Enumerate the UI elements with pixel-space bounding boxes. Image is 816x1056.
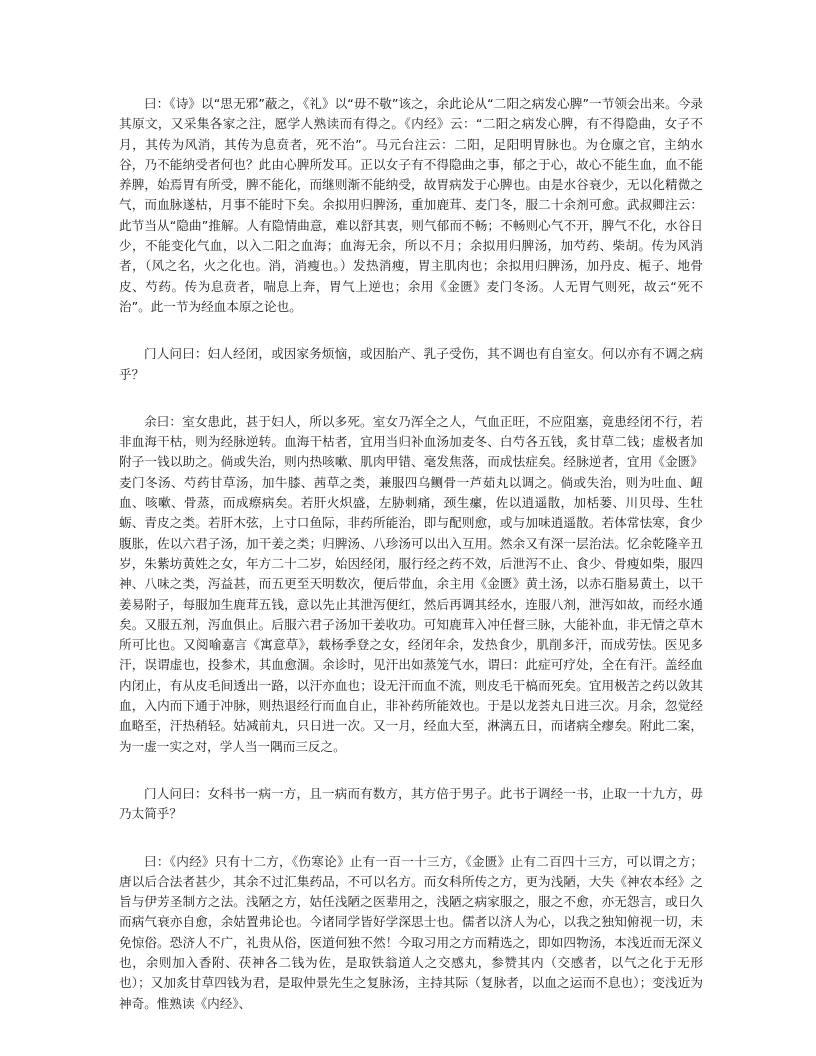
paragraph-5: 曰：《内经》只有十二方，《伤寒论》止有一百一十三方，《金匮》止有二百四十三方，可以谓之方；唐以后合法者甚少，其余不过汇集药品，不可以名方。而女科所传之方，更为浅陋，大失《神农本经》之旨与伊芳圣制方之法。浅陋之方，姑任浅陋之医辈用之，浅陋之病家服之，服之不愈，亦无怨言，或日久而病气衰亦自愈，余姑置弗论也。今诸同学皆好学深思士也。儒者以济人为心，以我之独知俯视一切，未免惊俗。恐济人不广，礼贵从俗，医道何独不然！今取习用之方而精选之，即如四物汤，本浅近而无深义也，余则加入香附、茯神各二钱为佐，是取铁翁道人之交感丸，参赞其内（交感者，以气之化于无形也）；又加炙甘草四钱为君，是取仲景先生之复脉汤，主持其际（复脉者，以血之运而不息也）；变浅近为神奇。惟熟读《内经》、 (119, 853, 703, 1011)
paragraph-1: 曰：《诗》以“思无邪”蔽之，《礼》以“毋不敬”该之，余此论从“二阳之病发心脾”一节领会出来。今录其原文，又采集各家之注，愿学人熟读而有得之。《内经》云：“二阳之病发心脾，有不得隐曲，女子不月，其传为风消，其传为息贲者，死不治”。马元台注云：二阳，足阳明胃脉也。为仓廪之官，主纳水谷，乃不能纳受者何也？此由心脾所发耳。正以女子有不得隐曲之事，郁之于心，故心不能生血，血不能养脾，始焉胃有所受，脾不能化，而继则渐不能纳受，故胃病发于心脾也。由是水谷衰少，无以化精微之气，而血脉遂枯，月事不能时下矣。余拟用归脾汤，重加鹿茸、麦门冬，服二十余剂可愈。武叔卿注云：此节当从“隐曲”推解。人有隐情曲意，难以舒其衷，则气郁而不畅；不畅则心气不开，脾气不化，水谷日少，不能变化气血，以入二阳之血海；血海无余，所以不月；余拟用归脾汤，加芍药、柴胡。传为风消者，（风之名，火之化也。消，消瘦也。）发热消瘦，胃主肌肉也；余拟用归脾汤，加丹皮、栀子、地骨皮、芍药。传为息贲者，喘息上奔，胃气上逆也；余用《金匮》麦门冬汤。人无胃气则死，故云“死不治”。此一节为经血本原之论也。 (119, 96, 703, 314)
document-page (119, 94, 703, 1041)
paragraph-2: 门人问曰：妇人经闭，或因家务烦恼，或因胎产、乳子受伤，其不调也有自室女。何以亦有不调之病乎？ (119, 346, 703, 382)
paragraph-3: 余曰：室女患此，甚于妇人，所以多死。室女乃浑全之人，气血正旺，不应阻塞，竟患经闭不行，若非血海干枯，则为经脉逆转。血海干枯者，宜用当归补血汤加麦冬、白芍各五钱，炙甘草二钱；虚极者加附子一钱以助之。倘或失治，则内热咳嗽、肌肉甲错、毫发焦落，而成怯症矣。经脉逆者，宜用《金匮》麦门冬汤、芍药甘草汤，加牛膝、茜草之类，兼服四乌鲗骨一芦茹丸以调之。倘或失治，则为吐血、衄血、咳嗽、骨蒸，而成瘵病矣。若肝火炽盛，左胁刺痛，颈生瘰，佐以逍遥散，加栝蒌、川贝母、生牡蛎、青皮之类。若肝木弦，上寸口鱼际，非药所能治，即与配则愈，或与加味逍遥散。若体常怯寒，食少腹胀，佐以六君子汤，加干姜之类；归脾汤、八珍汤可以出入互用。然余又有深一层治法。忆余乾隆辛丑岁，朱紫坊黄姓之女，年方二十二岁，始因经闭，服行经之药不效，后泄泻不止、食少、骨瘦如柴，服四神、八味之类，泻益甚，而五更至天明数次，便后带血，余主用《金匮》黄土汤，以赤石脂易黄土，以干姜易附子，每服加生鹿茸五钱，意以先止其泄泻便红，然后再调其经水，连服八剂，泄泻如故，而经水通矣。又服五剂，泻血俱止。后服六君子汤加干姜收功。可知鹿茸入冲任督三脉，大能补血，非无情之草木所可比也。又阅喻嘉言《寓意草》，载杨季登之女，经闭年余，发热食少，肌削多汗，而成劳怯。医见多汗，误谓虚也，投参术，其血愈涸。余诊时，见汗出如蒸笼气水，谓曰：此症可疗处，全在有汗。盖经血内闭止，有从皮毛间透出一路，以汗亦血也；设无汗而血不流，则皮毛干槁而死矣。宜用极苦之药以敛其血，入内而下通于冲脉，则热退经行而血自止，非补药所能效也。于是以龙荟丸日进三次。月余，忽觉经血略至，汗热稍轻。姑减前丸，只日进一次。又一月，经血大至，淋漓五日，而诸病全瘳矣。附此二案，为一虚一实之对，学人当一隅而三反之。 (119, 413, 703, 754)
paragraph-4: 门人问曰：女科书一病一方，且一病而有数方，其方倍于男子。此书于调经一书，止取一十九方，毋乃太简乎？ (119, 785, 703, 822)
